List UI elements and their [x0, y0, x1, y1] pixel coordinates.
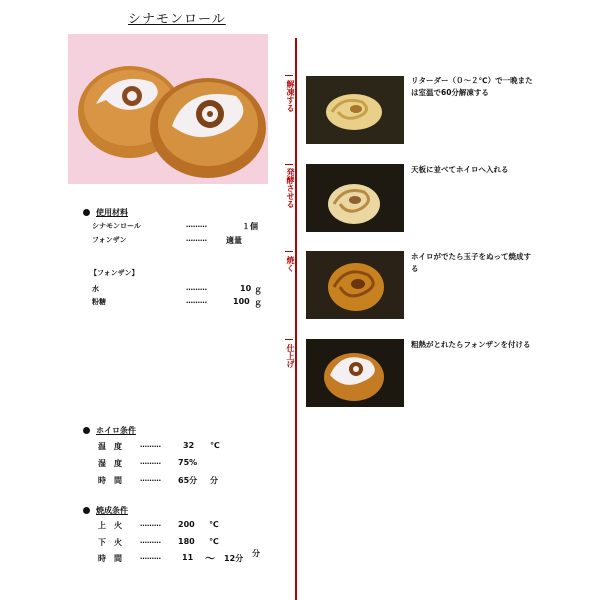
proof-label: 温 度 — [98, 442, 122, 451]
step-marker — [285, 164, 293, 165]
step-label: 仕上げ — [286, 344, 295, 368]
hero-photo — [68, 34, 268, 184]
step-marker — [285, 75, 293, 76]
ingredient-name: フォンザン — [92, 236, 127, 244]
step-photo — [306, 339, 404, 407]
step-text: ホイロがでたら玉子をぬって焼成する — [411, 252, 531, 273]
bullet-icon — [83, 427, 90, 434]
ingredient-value: 適量 — [226, 236, 242, 245]
ingredient-name: シナモンロール — [92, 222, 141, 230]
fondant-item-name: 粉糖 — [92, 298, 106, 306]
bake-dots: ……… — [140, 553, 161, 561]
step-text: 天板に並べてホイロへ入れる — [411, 165, 509, 174]
fondant-item-name: 水 — [92, 285, 99, 293]
step-label: 解凍する — [286, 80, 295, 112]
proof-value: 65分 — [178, 476, 198, 485]
proof-unit: ℃ — [210, 441, 220, 450]
bake-label: 上 火 — [98, 521, 122, 530]
bake-label: 下 火 — [98, 538, 122, 547]
proof-heading: ホイロ条件 — [83, 425, 136, 436]
bake-value-2: 12分 — [224, 554, 244, 563]
bullet-icon — [83, 209, 90, 216]
bake-label: 時 間 — [98, 554, 122, 563]
bake-heading: 焼成条件 — [83, 505, 128, 516]
bake-unit: 分 — [252, 549, 260, 558]
fondant-item-unit: ｇ — [254, 298, 262, 307]
bake-value: 11 — [182, 553, 194, 562]
step-photo — [306, 164, 404, 232]
step-label: 焼く — [286, 256, 295, 272]
vertical-divider — [295, 38, 297, 600]
bake-tilde: ～ — [205, 554, 215, 565]
ingredient-value: １個 — [242, 222, 258, 231]
fondant-item-value: 10 — [240, 284, 252, 293]
step-marker — [285, 251, 293, 252]
step-marker — [285, 339, 293, 340]
bake-value: 180 — [178, 537, 195, 546]
proof-label: 時 間 — [98, 476, 122, 485]
fondant-item-dots: ……… — [186, 284, 207, 292]
fondant-item-unit: ｇ — [254, 285, 262, 294]
bake-unit: ℃ — [209, 520, 219, 529]
fondant-heading: 【フォンザン】 — [90, 269, 139, 277]
proof-dots: ……… — [140, 441, 161, 449]
proof-unit: 分 — [210, 476, 218, 485]
proof-label: 湿 度 — [98, 459, 122, 468]
fondant-item-dots: ……… — [186, 297, 207, 305]
step-text: 粗熱がとれたらフォンザンを付ける — [411, 340, 531, 349]
ingredient-dots: ……… — [186, 221, 207, 229]
proof-dots: ……… — [140, 475, 161, 483]
ingredient-dots: ……… — [186, 235, 207, 243]
fondant-item-value: 100 — [233, 297, 250, 306]
step-label: 発酵させる — [286, 168, 295, 208]
step-photo — [306, 251, 404, 319]
bake-unit: ℃ — [209, 537, 219, 546]
proof-dots: ……… — [140, 458, 161, 466]
bullet-icon — [83, 507, 90, 514]
step-photo — [306, 76, 404, 144]
bake-value: 200 — [178, 520, 195, 529]
step-text: リターダー（０～２℃）で一晩または室温で60分解凍する — [411, 76, 533, 97]
bake-dots: ……… — [140, 520, 161, 528]
proof-value: 32 — [183, 441, 195, 450]
proof-value: 75% — [178, 458, 198, 467]
page-title: シナモンロール — [128, 12, 226, 27]
ingredients-heading: 使用材料 — [83, 207, 128, 218]
bake-dots: ……… — [140, 537, 161, 545]
